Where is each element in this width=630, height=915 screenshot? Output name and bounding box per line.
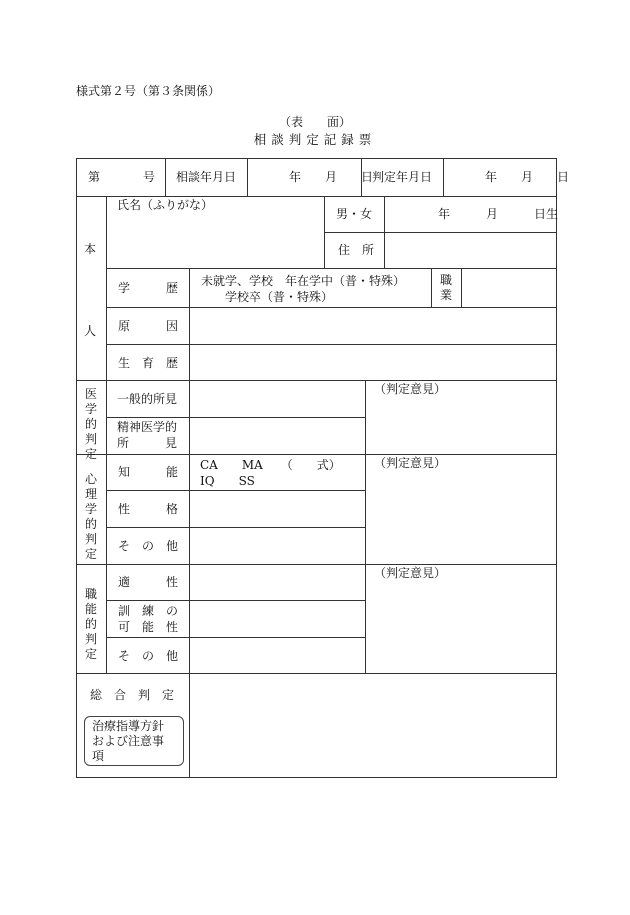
aptitude-label: 適 性 — [118, 575, 179, 589]
medical-opinion-label: （判定意見） — [374, 382, 447, 396]
general-findings-label: 一般的所見 — [117, 392, 178, 406]
consult-date-label: 相談年月日 — [176, 170, 237, 184]
number-prefix: 第 — [88, 170, 101, 184]
person-section-char-2: 人 — [84, 324, 97, 338]
education-line-1: 未就学、学校 年在学中（普・特殊） — [201, 274, 406, 288]
person-section-char-1: 本 — [84, 242, 97, 256]
vocational-section-label: 職能的判定 — [84, 587, 97, 661]
psych-findings-label-2: 所 見 — [117, 436, 178, 450]
vocational-opinion-label: （判定意見） — [374, 566, 447, 580]
occupation-label: 職業 — [439, 273, 452, 302]
number-suffix: 号 — [143, 170, 156, 184]
psychological-section-label: 心理学的判定 — [84, 472, 97, 561]
cause-label: 原 因 — [118, 319, 179, 333]
note-line-2: および注意事 — [92, 734, 165, 748]
intellect-line-2: IQ SS — [200, 474, 255, 488]
judge-date-value: 年 月 日 — [485, 170, 570, 184]
medical-section-label: 医学的判定 — [84, 387, 97, 461]
psych-other-label: そ の 他 — [118, 539, 179, 553]
page-title: 相談判定記録票 — [253, 132, 377, 147]
psych-findings-label-1: 精神医学的 — [117, 420, 178, 434]
note-line-1: 治療指導方針 — [92, 719, 165, 733]
sex-label: 男・女 — [336, 207, 373, 221]
address-label: 住 所 — [338, 243, 375, 257]
education-label: 学 歴 — [118, 281, 179, 295]
side-label: （表 面） — [278, 115, 351, 129]
note-line-3: 項 — [92, 749, 105, 763]
judge-date-label: 判定年月日 — [372, 170, 433, 184]
growth-history-label: 生 育 歴 — [118, 356, 179, 370]
psych-opinion-label: （判定意見） — [374, 456, 447, 470]
vocational-other-label: そ の 他 — [118, 649, 179, 663]
birth-value: 年 月 日生 — [438, 207, 559, 221]
intellect-line-1: CA MA （ 式） — [200, 458, 341, 472]
personality-label: 性 格 — [118, 502, 179, 516]
training-label-2: 可 能 性 — [118, 620, 179, 634]
education-line-2: 学校卒（普・特殊） — [225, 290, 334, 304]
consult-date-value: 年 月 日 — [289, 170, 374, 184]
intellect-label: 知 能 — [118, 465, 179, 479]
name-label: 氏名（ふりがな） — [117, 198, 214, 212]
overall-judgment-label: 総 合 判 定 — [90, 688, 175, 702]
training-label-1: 訓 練 の — [118, 604, 179, 618]
form-number: 様式第２号（第３条関係） — [76, 84, 221, 98]
